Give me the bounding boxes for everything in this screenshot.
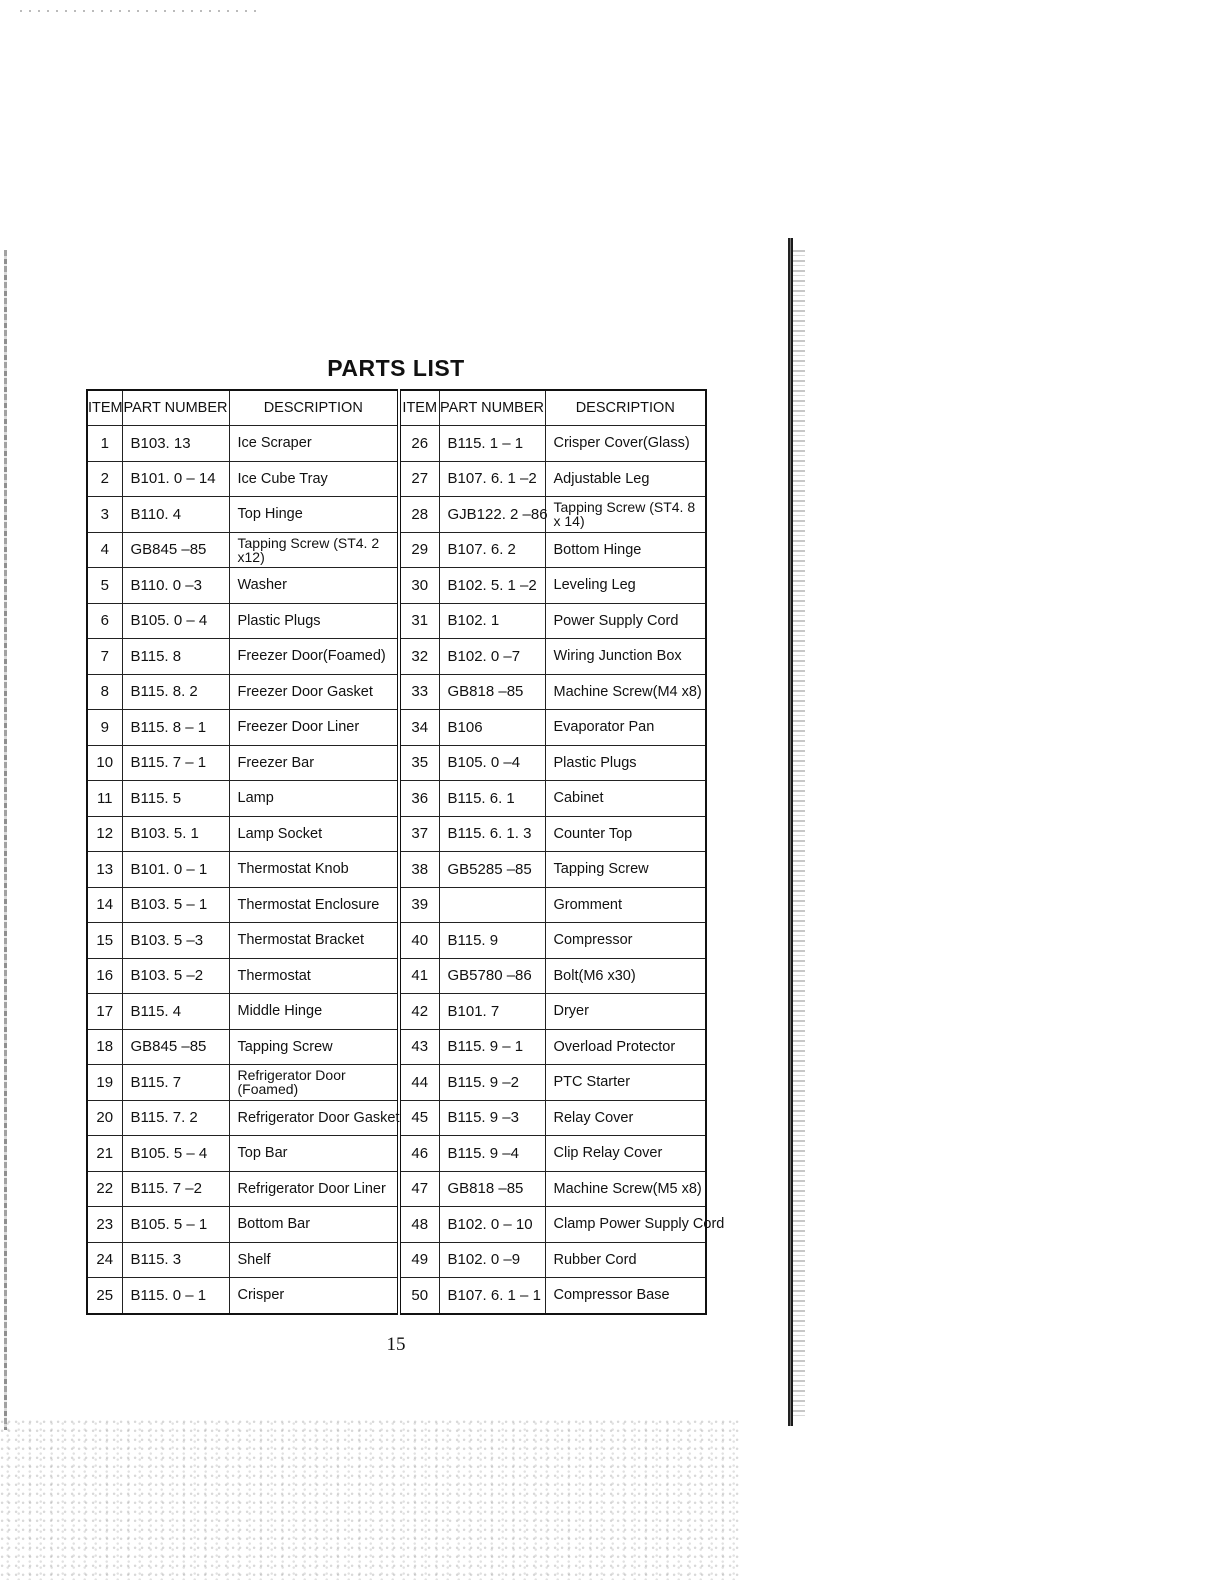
description-cell: Wiring Junction Box bbox=[545, 639, 706, 675]
item-cell: 38 bbox=[399, 852, 439, 888]
item-cell: 22 bbox=[87, 1171, 122, 1207]
part-number-cell: B115. 6. 1 bbox=[439, 781, 545, 817]
description-cell: Counter Top bbox=[545, 816, 706, 852]
item-cell: 35 bbox=[399, 745, 439, 781]
part-number-cell: B115. 7 bbox=[122, 1065, 229, 1101]
item-cell: 17 bbox=[87, 994, 122, 1030]
part-number-cell: B103. 5 –2 bbox=[122, 958, 229, 994]
part-number-cell: B115. 8 bbox=[122, 639, 229, 675]
part-number-cell: B103. 5 – 1 bbox=[122, 887, 229, 923]
header-description: DESCRIPTION bbox=[545, 390, 706, 426]
table-row bbox=[87, 1278, 706, 1314]
item-cell: 4 bbox=[87, 532, 122, 568]
table-row bbox=[87, 923, 706, 959]
table-row bbox=[87, 1065, 706, 1101]
item-cell: 30 bbox=[399, 568, 439, 604]
part-number-cell: GB818 –85 bbox=[439, 674, 545, 710]
header-item: ITEM bbox=[399, 390, 439, 426]
description-cell: Tapping Screw (ST4. 2 x12) bbox=[229, 532, 399, 568]
description-cell: Compressor bbox=[545, 923, 706, 959]
table-row bbox=[87, 603, 706, 639]
description-cell: Lamp bbox=[229, 781, 399, 817]
description-cell: Tapping Screw bbox=[545, 852, 706, 888]
part-number-cell: B105. 5 – 1 bbox=[122, 1207, 229, 1243]
item-cell: 29 bbox=[399, 532, 439, 568]
item-cell: 7 bbox=[87, 639, 122, 675]
item-cell: 39 bbox=[399, 887, 439, 923]
part-number-cell: B115. 5 bbox=[122, 781, 229, 817]
description-cell: Freezer Door Liner bbox=[229, 710, 399, 746]
table-row bbox=[87, 710, 706, 746]
table-row bbox=[87, 461, 706, 497]
item-cell: 27 bbox=[399, 461, 439, 497]
table-row bbox=[87, 1029, 706, 1065]
description-cell: Leveling Leg bbox=[545, 568, 706, 604]
scan-artifact-bottom-noise bbox=[0, 1420, 740, 1580]
description-cell: Tapping Screw (ST4. 8 x 14) bbox=[545, 497, 706, 533]
description-cell: Refrigerator Door (Foamed) bbox=[229, 1065, 399, 1101]
description-cell: Washer bbox=[229, 568, 399, 604]
item-cell: 20 bbox=[87, 1100, 122, 1136]
part-number-cell: B110. 0 –3 bbox=[122, 568, 229, 604]
description-cell: Bottom Hinge bbox=[545, 532, 706, 568]
table-row bbox=[87, 639, 706, 675]
part-number-cell: B102. 0 –7 bbox=[439, 639, 545, 675]
description-cell: Cabinet bbox=[545, 781, 706, 817]
scan-artifact-left-edge bbox=[4, 250, 7, 1430]
item-cell: 48 bbox=[399, 1207, 439, 1243]
part-number-cell: GB5285 –85 bbox=[439, 852, 545, 888]
table-row bbox=[87, 568, 706, 604]
description-cell: PTC Starter bbox=[545, 1065, 706, 1101]
table-row bbox=[87, 887, 706, 923]
description-cell: Thermostat Bracket bbox=[229, 923, 399, 959]
item-cell: 43 bbox=[399, 1029, 439, 1065]
item-cell: 23 bbox=[87, 1207, 122, 1243]
parts-table-body bbox=[87, 426, 725, 1314]
item-cell: 34 bbox=[399, 710, 439, 746]
description-cell: Clip Relay Cover bbox=[545, 1136, 706, 1172]
part-number-cell: B103. 5. 1 bbox=[122, 816, 229, 852]
part-number-cell: B101. 7 bbox=[439, 994, 545, 1030]
description-cell: Plastic Plugs bbox=[545, 745, 706, 781]
description-cell: Machine Screw(M4 x8) bbox=[545, 674, 706, 710]
part-number-cell: GJB122. 2 –86 bbox=[439, 497, 545, 533]
item-cell: 21 bbox=[87, 1136, 122, 1172]
part-number-cell: B105. 0 – 4 bbox=[122, 603, 229, 639]
description-cell: Tapping Screw bbox=[229, 1029, 399, 1065]
description-cell: Crisper bbox=[229, 1278, 399, 1314]
item-cell: 6 bbox=[87, 603, 122, 639]
part-number-cell: B105. 5 – 4 bbox=[122, 1136, 229, 1172]
part-number-cell: B101. 0 – 14 bbox=[122, 461, 229, 497]
item-cell: 40 bbox=[399, 923, 439, 959]
description-cell: Clamp Power Supply Cord bbox=[545, 1207, 706, 1243]
description-cell: Refrigerator Door Gasket bbox=[229, 1100, 399, 1136]
description-cell: Dryer bbox=[545, 994, 706, 1030]
description-cell: Refrigerator Door Liner bbox=[229, 1171, 399, 1207]
part-number-cell: B105. 0 –4 bbox=[439, 745, 545, 781]
item-cell: 24 bbox=[87, 1242, 122, 1278]
description-cell: Crisper Cover(Glass) bbox=[545, 426, 706, 462]
part-number-cell: B115. 7. 2 bbox=[122, 1100, 229, 1136]
item-cell: 18 bbox=[87, 1029, 122, 1065]
item-cell: 28 bbox=[399, 497, 439, 533]
item-cell: 49 bbox=[399, 1242, 439, 1278]
part-number-cell: B115. 9 – 1 bbox=[439, 1029, 545, 1065]
item-cell: 44 bbox=[399, 1065, 439, 1101]
part-number-cell: GB5780 –86 bbox=[439, 958, 545, 994]
description-cell: Freezer Door(Foamed) bbox=[229, 639, 399, 675]
table-row bbox=[87, 816, 706, 852]
table-row bbox=[87, 1207, 706, 1243]
item-cell: 9 bbox=[87, 710, 122, 746]
item-cell: 5 bbox=[87, 568, 122, 604]
part-number-cell: GB845 –85 bbox=[122, 532, 229, 568]
part-number-cell: B115. 0 – 1 bbox=[122, 1278, 229, 1314]
part-number-cell: B110. 4 bbox=[122, 497, 229, 533]
description-cell: Ice Scraper bbox=[229, 426, 399, 462]
description-cell: Top Hinge bbox=[229, 497, 399, 533]
description-cell: Compressor Base bbox=[545, 1278, 706, 1314]
part-number-cell: B115. 8. 2 bbox=[122, 674, 229, 710]
part-number-cell: B101. 0 – 1 bbox=[122, 852, 229, 888]
item-cell: 14 bbox=[87, 887, 122, 923]
item-cell: 33 bbox=[399, 674, 439, 710]
item-cell: 25 bbox=[87, 1278, 122, 1314]
part-number-cell: B102. 0 –9 bbox=[439, 1242, 545, 1278]
description-cell: Top Bar bbox=[229, 1136, 399, 1172]
item-cell: 1 bbox=[87, 426, 122, 462]
description-cell: Thermostat Enclosure bbox=[229, 887, 399, 923]
table-row bbox=[87, 994, 706, 1030]
description-cell: Rubber Cord bbox=[545, 1242, 706, 1278]
table-row bbox=[87, 745, 706, 781]
part-number-cell: B115. 7 – 1 bbox=[122, 745, 229, 781]
table-row bbox=[87, 1100, 706, 1136]
table-row bbox=[87, 852, 706, 888]
description-cell: Freezer Bar bbox=[229, 745, 399, 781]
header-part-number: PART NUMBER bbox=[439, 390, 545, 426]
item-cell: 41 bbox=[399, 958, 439, 994]
table-row bbox=[87, 781, 706, 817]
item-cell: 47 bbox=[399, 1171, 439, 1207]
part-number-cell: B115. 9 –2 bbox=[439, 1065, 545, 1101]
description-cell: Power Supply Cord bbox=[545, 603, 706, 639]
part-number-cell: B115. 9 bbox=[439, 923, 545, 959]
part-number-cell: B115. 8 – 1 bbox=[122, 710, 229, 746]
part-number-cell: B102. 0 – 10 bbox=[439, 1207, 545, 1243]
table-row bbox=[87, 1242, 706, 1278]
page-title: PARTS LIST bbox=[327, 355, 465, 381]
description-cell: Plastic Plugs bbox=[229, 603, 399, 639]
part-number-cell: B115. 3 bbox=[122, 1242, 229, 1278]
table-row bbox=[87, 958, 706, 994]
description-cell: Thermostat bbox=[229, 958, 399, 994]
item-cell: 2 bbox=[87, 461, 122, 497]
description-cell: Gromment bbox=[545, 887, 706, 923]
part-number-cell: B115. 9 –4 bbox=[439, 1136, 545, 1172]
description-cell: Machine Screw(M5 x8) bbox=[545, 1171, 706, 1207]
part-number-cell: B115. 9 –3 bbox=[439, 1100, 545, 1136]
item-cell: 19 bbox=[87, 1065, 122, 1101]
description-cell: Evaporator Pan bbox=[545, 710, 706, 746]
item-cell: 36 bbox=[399, 781, 439, 817]
part-number-cell: B106 bbox=[439, 710, 545, 746]
part-number-cell: B103. 13 bbox=[122, 426, 229, 462]
item-cell: 15 bbox=[87, 923, 122, 959]
part-number-cell bbox=[439, 887, 545, 923]
table-row bbox=[87, 497, 706, 533]
item-cell: 11 bbox=[87, 781, 122, 817]
item-cell: 42 bbox=[399, 994, 439, 1030]
description-cell: Bolt(M6 x30) bbox=[545, 958, 706, 994]
item-cell: 16 bbox=[87, 958, 122, 994]
description-cell: Relay Cover bbox=[545, 1100, 706, 1136]
item-cell: 3 bbox=[87, 497, 122, 533]
description-cell: Freezer Door Gasket bbox=[229, 674, 399, 710]
description-cell: Bottom Bar bbox=[229, 1207, 399, 1243]
item-cell: 50 bbox=[399, 1278, 439, 1314]
table-row bbox=[87, 674, 706, 710]
part-number-cell: B115. 4 bbox=[122, 994, 229, 1030]
table-row bbox=[87, 1171, 706, 1207]
part-number-cell: B103. 5 –3 bbox=[122, 923, 229, 959]
item-cell: 32 bbox=[399, 639, 439, 675]
part-number-cell: B102. 5. 1 –2 bbox=[439, 568, 545, 604]
item-cell: 37 bbox=[399, 816, 439, 852]
description-cell: Lamp Socket bbox=[229, 816, 399, 852]
description-cell: Middle Hinge bbox=[229, 994, 399, 1030]
description-cell: Ice Cube Tray bbox=[229, 461, 399, 497]
item-cell: 10 bbox=[87, 745, 122, 781]
table-header-row bbox=[87, 390, 706, 426]
header-item: ITEM bbox=[87, 390, 122, 426]
part-number-cell: B107. 6. 1 – 1 bbox=[439, 1278, 545, 1314]
parts-table bbox=[86, 389, 725, 1315]
part-number-cell: B115. 6. 1. 3 bbox=[439, 816, 545, 852]
part-number-cell: GB818 –85 bbox=[439, 1171, 545, 1207]
part-number-cell: B107. 6. 2 bbox=[439, 532, 545, 568]
header-description: DESCRIPTION bbox=[229, 390, 399, 426]
item-cell: 45 bbox=[399, 1100, 439, 1136]
description-cell: Shelf bbox=[229, 1242, 399, 1278]
part-number-cell: B115. 1 – 1 bbox=[439, 426, 545, 462]
table-row bbox=[87, 1136, 706, 1172]
item-cell: 26 bbox=[399, 426, 439, 462]
scan-artifact-top bbox=[20, 10, 260, 12]
description-cell: Adjustable Leg bbox=[545, 461, 706, 497]
scan-artifact-edge-shade bbox=[793, 250, 805, 1420]
page-number: 15 bbox=[386, 1334, 406, 1355]
part-number-cell: B115. 7 –2 bbox=[122, 1171, 229, 1207]
item-cell: 12 bbox=[87, 816, 122, 852]
part-number-cell: B102. 1 bbox=[439, 603, 545, 639]
item-cell: 13 bbox=[87, 852, 122, 888]
part-number-cell: GB845 –85 bbox=[122, 1029, 229, 1065]
description-cell: Thermostat Knob bbox=[229, 852, 399, 888]
table-row bbox=[87, 426, 706, 462]
part-number-cell: B107. 6. 1 –2 bbox=[439, 461, 545, 497]
table-row bbox=[87, 532, 706, 568]
item-cell: 46 bbox=[399, 1136, 439, 1172]
item-cell: 31 bbox=[399, 603, 439, 639]
item-cell: 8 bbox=[87, 674, 122, 710]
description-cell: Overload Protector bbox=[545, 1029, 706, 1065]
header-part-number: PART NUMBER bbox=[122, 390, 229, 426]
